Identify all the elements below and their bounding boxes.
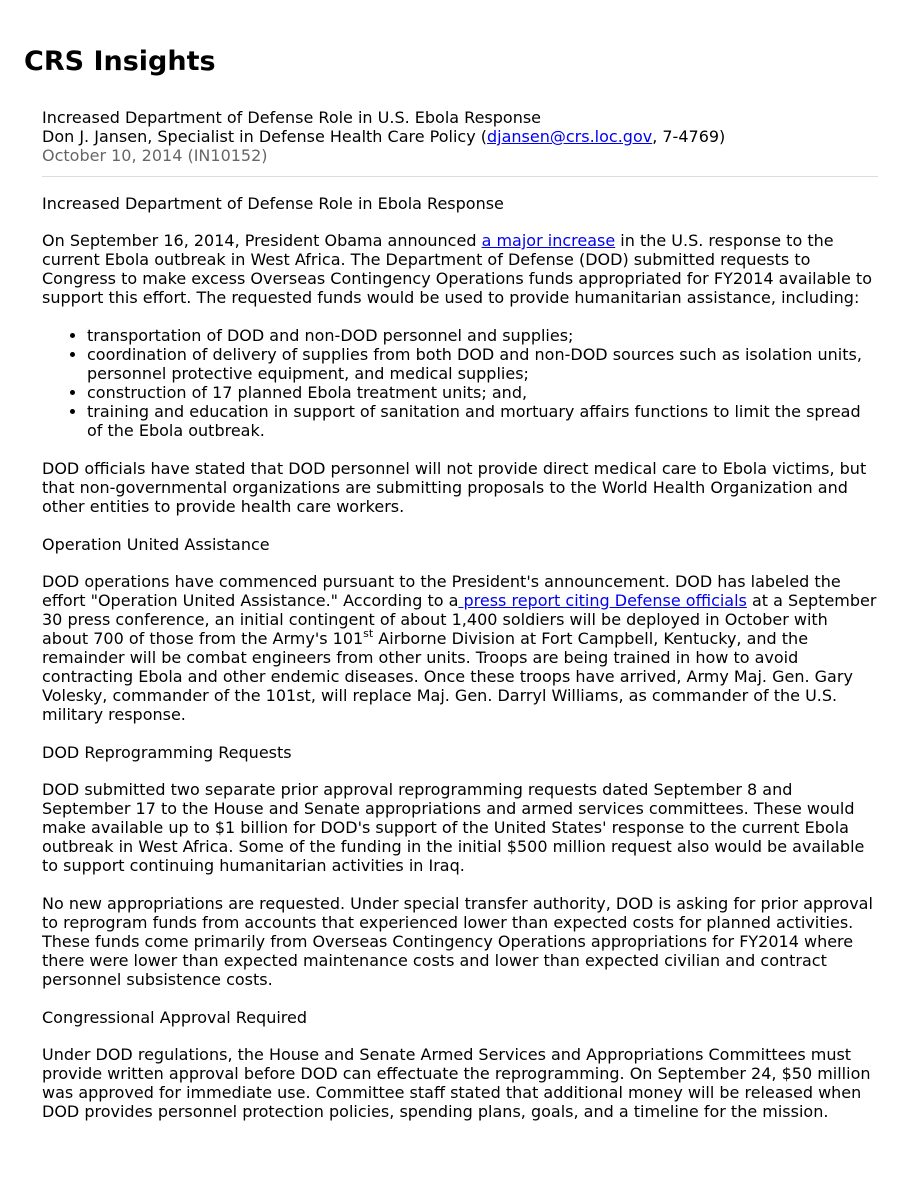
- ordinal-superscript: st: [363, 626, 374, 640]
- paragraph-text: in the U.S. response to the current Ebola outbreak in West Africa. The Department of Defense (DOD) submitted requests to Congress to make excess Overseas Contingency Operations funds appropriated for FY2014 available to support this effort. The requested funds would be used to provide humanitarian assistance, including:: [42, 231, 872, 307]
- paragraph-text: On September 16, 2014, President Obama announced: [42, 231, 482, 250]
- author-line: [42, 127, 878, 146]
- paragraph-announcement: [42, 231, 878, 307]
- report-title: Increased Department of Defense Role in U.S. Ebola Response: [42, 108, 542, 127]
- list-item: • training and education in support of sanitation and mortuary affairs functions to limit the spread of the Ebola outbreak.: [87, 402, 878, 440]
- section-heading-reprogramming: DOD Reprogramming Requests: [42, 743, 292, 762]
- site-title: CRS Insights: [24, 46, 216, 77]
- section-heading-ebola-response: Increased Department of Defense Role in Ebola Response: [42, 194, 504, 213]
- paragraph-text: at a September 30 press conference, an initial contingent of about 1,400 soldiers will be deployed in October with about 700 of those from the Army's 101: [42, 591, 877, 648]
- paragraph-operation: [42, 572, 878, 724]
- paragraph-approval: Under DOD regulations, the House and Senate Armed Services and Appropriations Committees must provide written approval before DOD can effectuate the reprogramming. On September 24, $50 million was approved for immediate use. Committee staff stated that additional money will be released when DOD provides personnel protection policies, spending plans, goals, and a timeline for the mission.: [42, 1045, 871, 1121]
- paragraph-text: Airborne Division at Fort Campbell, Kentucky, and the remainder will be combat engineers from other units. Troops are being trained in how to avoid contracting Ebola and other endemic diseases. Once these troops have arrived, Army Maj. Gen. Gary Volesky, commander of the 101st, will replace Maj. Gen. Darryl Williams, as commander of the U.S. military response.: [42, 629, 853, 724]
- report-content: [42, 108, 878, 1140]
- major-increase-link[interactable]: a major increase: [481, 231, 616, 250]
- list-item: • transportation of DOD and non-DOD personnel and supplies;: [87, 326, 878, 345]
- paragraph-reprogramming-requests: DOD submitted two separate prior approval reprogramming requests dated September 8 and September 17 to the House and Senate appropriations and armed services committees. These would make available up to $1 billion for DOD's support of the United States' response to the current Ebola outbreak in West Africa. Some of the funding in the initial $500 million request also would be available to support continuing humanitarian activities in Iraq.: [42, 780, 865, 875]
- list-item: • coordination of delivery of supplies from both DOD and non-DOD sources such as isolation units, personnel protective equipment, and medical supplies;: [87, 345, 878, 383]
- author-email-link[interactable]: djansen@crs.loc.gov: [487, 127, 653, 146]
- header-divider: [42, 176, 878, 177]
- section-heading-congressional-approval: Congressional Approval Required: [42, 1008, 307, 1027]
- section-heading-operation: Operation United Assistance: [42, 535, 270, 554]
- report-date: October 10, 2014 (IN10152): [42, 146, 268, 165]
- paragraph-no-new-appropriations: No new appropriations are requested. Under special transfer authority, DOD is asking for prior approval to reprogram funds from accounts that experienced lower than expected costs for planned activities. These funds come primarily from Overseas Contingency Operations appropriations for FY2014 where there were lower than expected maintenance costs and lower than expected civilian and contract personnel subsistence costs.: [42, 894, 873, 989]
- paragraph-medical-care: DOD officials have stated that DOD personnel will not provide direct medical care to Ebola victims, but that non-governmental organizations are submitting proposals to the World Health Organization and other entities to provide health care workers.: [42, 459, 867, 516]
- press-report-link[interactable]: press report citing Defense officials: [458, 591, 747, 610]
- author-prefix: Don J. Jansen, Specialist in Defense Health Care Policy (: [42, 127, 487, 146]
- list-item: • construction of 17 planned Ebola treatment units; and,: [87, 383, 878, 402]
- paragraph-text: DOD operations have commenced pursuant to the President's announcement. DOD has labeled the effort "Operation United Assistance." According to a: [42, 572, 841, 610]
- assistance-list: [42, 326, 878, 440]
- author-suffix: , 7-4769): [652, 127, 726, 146]
